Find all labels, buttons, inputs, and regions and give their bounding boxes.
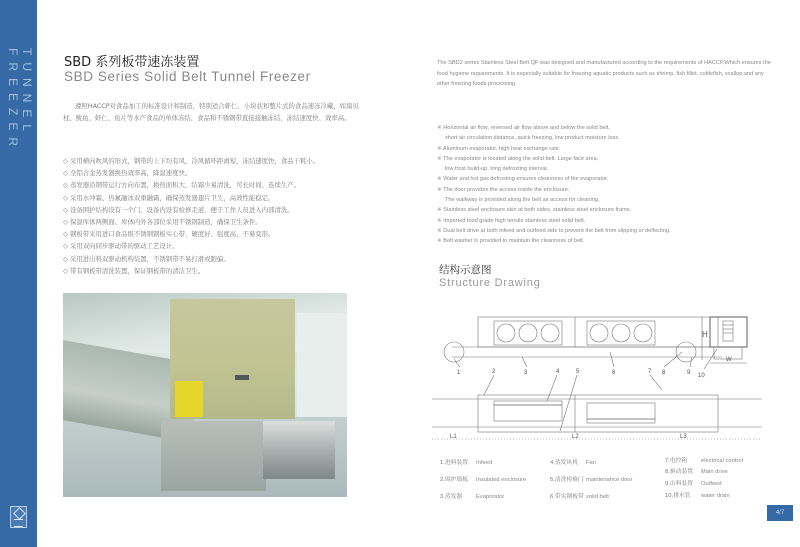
intro-paragraph-cn: 遵照HACCP对食品加工的标准设计和制造，特别适合虾仁、小块状和整片式的食品速冻冷藏，如扇贝柱、鱿鱼、虾仁、鱼片等水产食品的单体冻结，食品和不锈钢带直接接触冻结，冻结速度快、效率高。 — [63, 102, 359, 122]
feature-item-cn: ◇ 采用进出料双驱动机构装置，不锈钢带不易打滑或跑偏。 — [63, 254, 230, 263]
feature-item-en: ※ Belt washer is provided to maintain the cleanness of belt. — [437, 238, 585, 245]
sidebar — [0, 0, 37, 547]
intro-paragraph-en: The SBD2 series Stainless Steel Belt QF was designed and manufactured according to the requirements of HACCP,Which ensures the food hygiene requirements. It is especially suitable for freezing aquatic products such as shrimp, fish fillet, cuttlefish, scallop and any other freezing foods processing. — [437, 60, 771, 87]
feature-item-en: ※ Imported food grade high tensile stainless steel solid belt. — [437, 217, 586, 224]
dim-H: H — [702, 330, 708, 339]
legend-item: 1.进料装置 Infeed — [440, 460, 493, 466]
structure-title-en: Structure Drawing — [439, 277, 541, 289]
sidebar-title-word2: FREEZER — [6, 48, 20, 154]
page-title-cn: SBD 系列板带速冻装置 — [64, 55, 200, 70]
callout-3: 3 — [524, 370, 528, 376]
feature-item-cn: ◇ 采用双向同步驱动带的驱动工艺设计。 — [63, 242, 179, 251]
nameplate — [235, 375, 249, 380]
feature-item-en: ※ The evaporator is located along the solid belt. Large face area, low frost build-up, long defrosting interval. — [437, 155, 599, 173]
feature-item-en: ※ Water and hot gas defrosting ensures cleanness of the evaporator. — [437, 176, 609, 183]
callout-8: 8 — [662, 370, 666, 376]
legend-item: 7.电控箱 electrical control — [665, 458, 743, 464]
callout-1: 1 — [457, 370, 461, 376]
feature-item-cn: ◇ 带有钢板带清洗装置，保证钢板带的清洁卫生。 — [63, 266, 205, 275]
feature-item-en: ※ Dual belt drive at both infeed and outfeed side to prevent the belt from slipping or deflecting. — [437, 227, 671, 234]
legend-item: 3.蒸发器 Evaporator — [440, 494, 505, 500]
feature-item-en: ※ Stainless steel enclosure skin at both sides, stainless steel enclosure frame. — [437, 207, 632, 214]
feature-item-cn: ◇ 采用水冲霜、热氟融冰双重融霜，确保蒸发器翅片卫生，高效性能稳定。 — [63, 193, 275, 202]
feature-item-cn: ◇ 钢板带采用进口食品级不锈钢钢板实心带，硬度好、强度高、不易变形。 — [63, 230, 275, 239]
callout-5: 5 — [576, 369, 580, 375]
parts-legend — [440, 453, 760, 523]
feature-item-cn: ◇ 保温库体两侧面、库体内外各部位采用不锈钢制造，确保卫生条件。 — [63, 218, 262, 227]
feature-item-cn: ◇ 设备围护结构设有一个门，设备内设有检修走道，便于工作人员进入内部清洗。 — [63, 205, 294, 214]
dim-L3: L3 — [680, 434, 687, 440]
feature-item-en: ※ Aluminum evaporator, high heat exchange rate. — [437, 145, 561, 152]
legend-item: 5.清洗检修门 maintenance door — [550, 477, 633, 483]
dim-L1: L1 — [450, 434, 457, 440]
structure-title-cn: 结构示意图 — [439, 264, 492, 276]
feature-item-en: ※ Horizontal air flow, reversed air flow above and below the solid belt, short air circulation distance, quick freezing, low product moisture loss. — [437, 125, 620, 142]
dim-W: W — [726, 357, 732, 363]
feature-item-cn: ◇ 全铝合金蒸发器换热效率高，降温速度快。 — [63, 169, 192, 178]
structure-drawing — [432, 297, 762, 445]
dim-L2: L2 — [572, 434, 579, 440]
feature-item-en: ※ The door provides the access inside the enclosure. The walkway is provided along the belt as access for cleaning. — [437, 186, 600, 204]
callout-7: 7 — [648, 369, 652, 375]
feature-list-cn — [63, 155, 363, 277]
page-title-en: SBD Series Solid Belt Tunnel Freezer — [64, 69, 311, 84]
callout-2: 2 — [492, 369, 496, 375]
callout-4: 4 — [556, 369, 560, 375]
legend-item: 4.蒸发风机 Fan — [550, 460, 596, 466]
feature-item-cn: ◇ 采用横向吹风的形式，钢带的上下均有风，冷风循环距离短，冻结速度快，食品干耗小。 — [63, 157, 320, 165]
page-number-badge: 4/7 — [767, 505, 793, 521]
callout-10: 10 — [698, 373, 705, 379]
steel-belt — [263, 421, 335, 479]
legend-item: 2.围护墙板 Insulated enclosure — [440, 477, 527, 483]
product-photo — [63, 293, 347, 497]
legend-item: 8.驱动装置 Main drive — [665, 469, 728, 475]
legend-item: 10.排水管 water drain — [665, 493, 730, 499]
legend-item: 9.出料装置 Outfeed — [665, 481, 722, 487]
company-logo-icon — [10, 506, 27, 528]
callout-9: 9 — [687, 370, 691, 376]
sidebar-title — [6, 48, 34, 153]
feature-item-cn: ◇ 蒸发器沿钢带运行方向布置，换热面积大，结霜少易清洗，可长时间、连续生产。 — [63, 181, 301, 190]
feature-list-en — [437, 123, 777, 247]
legend-item: 6.带实钢板带 solid belt — [550, 494, 609, 500]
callout-6: 6 — [612, 370, 616, 376]
sidebar-title-word1: TUNNEL — [20, 48, 34, 139]
